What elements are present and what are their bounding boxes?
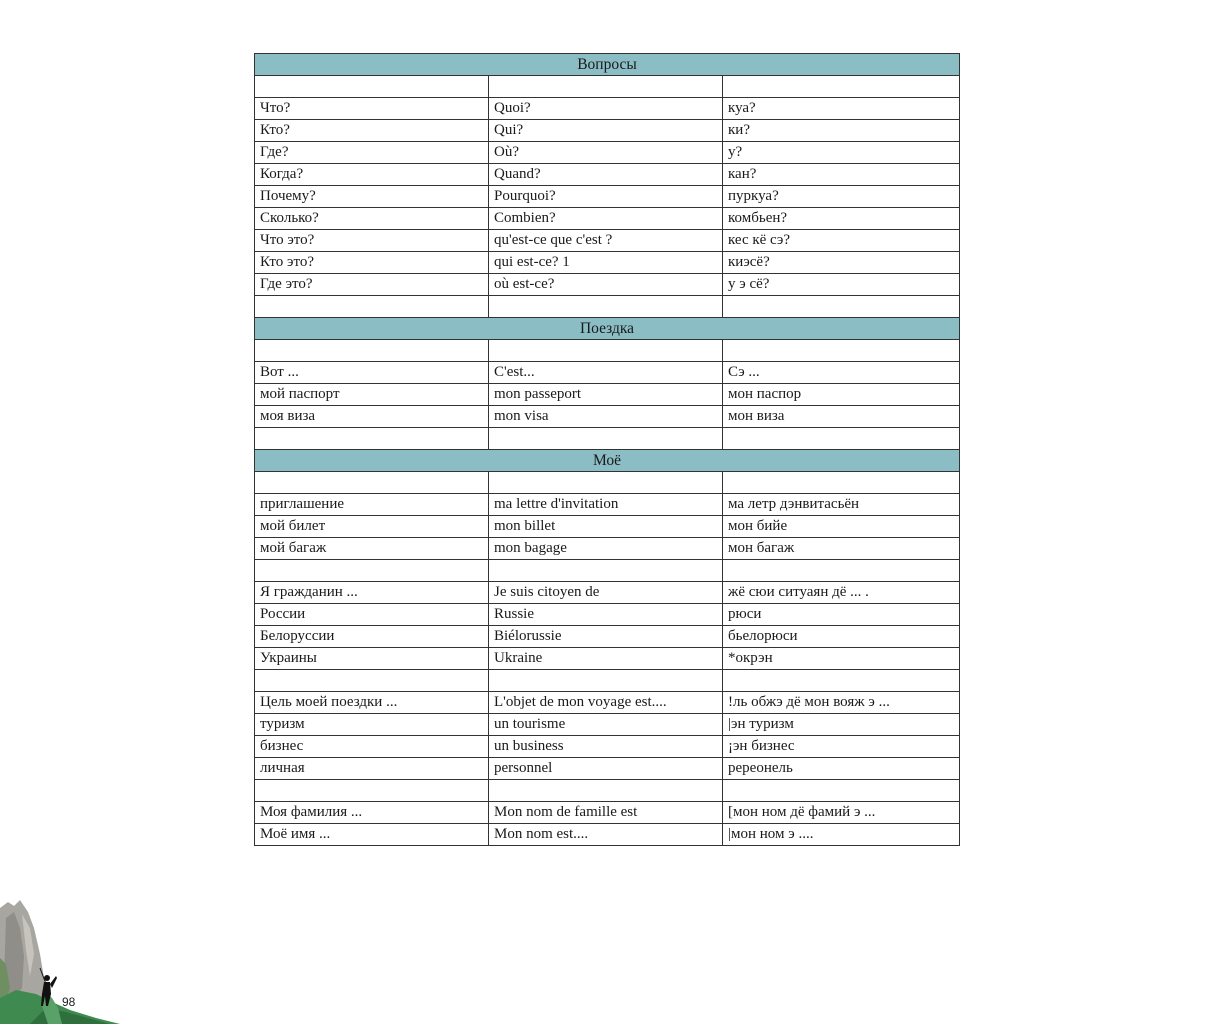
- russian-cell: [255, 780, 489, 802]
- transcription-cell: мон бийе: [723, 516, 960, 538]
- russian-cell: мой билет: [255, 516, 489, 538]
- section-header-row: [255, 54, 960, 76]
- transcription-cell: !ль обжэ дё мон вояж э ...: [723, 692, 960, 714]
- transcription-cell: мон багаж: [723, 538, 960, 560]
- table-row: [255, 494, 960, 516]
- transcription-cell: |эн туризм: [723, 714, 960, 736]
- table-row: [255, 76, 960, 98]
- table-row: [255, 428, 960, 450]
- french-cell: [489, 296, 723, 318]
- section-header-row: [255, 318, 960, 340]
- russian-cell: мой паспорт: [255, 384, 489, 406]
- french-cell: Ukraine: [489, 648, 723, 670]
- french-cell: ma lettre d'invitation: [489, 494, 723, 516]
- table-row: [255, 274, 960, 296]
- french-cell: [489, 780, 723, 802]
- russian-cell: Кто это?: [255, 252, 489, 274]
- transcription-cell: [мон ном дё фамий э ...: [723, 802, 960, 824]
- table-row: [255, 736, 960, 758]
- russian-cell: бизнес: [255, 736, 489, 758]
- transcription-cell: киэсё?: [723, 252, 960, 274]
- russian-cell: Где?: [255, 142, 489, 164]
- russian-cell: Украины: [255, 648, 489, 670]
- table-row: [255, 406, 960, 428]
- french-cell: Quoi?: [489, 98, 723, 120]
- russian-cell: [255, 472, 489, 494]
- french-cell: Combien?: [489, 208, 723, 230]
- transcription-cell: ма летр дэнвитасьён: [723, 494, 960, 516]
- transcription-cell: ререонель: [723, 758, 960, 780]
- table-row: [255, 142, 960, 164]
- russian-cell: [255, 670, 489, 692]
- french-cell: [489, 670, 723, 692]
- transcription-cell: ки?: [723, 120, 960, 142]
- russian-cell: Белоруссии: [255, 626, 489, 648]
- phrasebook-table: [254, 53, 960, 846]
- russian-cell: моя виза: [255, 406, 489, 428]
- table-row: [255, 538, 960, 560]
- table-row: [255, 164, 960, 186]
- transcription-cell: у?: [723, 142, 960, 164]
- russian-cell: Сколько?: [255, 208, 489, 230]
- transcription-cell: [723, 428, 960, 450]
- transcription-cell: комбьен?: [723, 208, 960, 230]
- section-header-row: [255, 450, 960, 472]
- french-cell: [489, 428, 723, 450]
- table-row: [255, 120, 960, 142]
- french-cell: Qui?: [489, 120, 723, 142]
- french-cell: [489, 472, 723, 494]
- transcription-cell: [723, 340, 960, 362]
- russian-cell: личная: [255, 758, 489, 780]
- french-cell: mon passeport: [489, 384, 723, 406]
- russian-cell: Цель моей поездки ...: [255, 692, 489, 714]
- french-cell: Russie: [489, 604, 723, 626]
- french-cell: un tourisme: [489, 714, 723, 736]
- russian-cell: Где это?: [255, 274, 489, 296]
- russian-cell: Вот ...: [255, 362, 489, 384]
- transcription-cell: *окрэн: [723, 648, 960, 670]
- french-cell: où est-ce?: [489, 274, 723, 296]
- french-cell: Quand?: [489, 164, 723, 186]
- transcription-cell: [723, 780, 960, 802]
- french-cell: [489, 560, 723, 582]
- transcription-cell: [723, 472, 960, 494]
- table-row: [255, 560, 960, 582]
- table-row: [255, 252, 960, 274]
- french-cell: Mon nom de famille est: [489, 802, 723, 824]
- table-row: [255, 670, 960, 692]
- table-row: [255, 758, 960, 780]
- french-cell: [489, 76, 723, 98]
- section-title: Моё: [255, 450, 960, 472]
- table-row: [255, 362, 960, 384]
- table-row: [255, 604, 960, 626]
- french-cell: mon visa: [489, 406, 723, 428]
- russian-cell: [255, 76, 489, 98]
- table-row: [255, 626, 960, 648]
- table-row: [255, 692, 960, 714]
- french-cell: mon bagage: [489, 538, 723, 560]
- russian-cell: Почему?: [255, 186, 489, 208]
- russian-cell: мой багаж: [255, 538, 489, 560]
- page-number: 98: [62, 995, 76, 1009]
- table-row: [255, 340, 960, 362]
- table-row: [255, 230, 960, 252]
- russian-cell: Моя фамилия ...: [255, 802, 489, 824]
- transcription-cell: |мон ном э ....: [723, 824, 960, 846]
- transcription-cell: [723, 560, 960, 582]
- table-row: [255, 472, 960, 494]
- french-cell: Pourquoi?: [489, 186, 723, 208]
- table-row: [255, 384, 960, 406]
- table-row: [255, 186, 960, 208]
- table-row: [255, 582, 960, 604]
- russian-cell: туризм: [255, 714, 489, 736]
- table-row: [255, 98, 960, 120]
- phrasebook-body: [255, 54, 960, 846]
- transcription-cell: [723, 670, 960, 692]
- french-cell: Je suis citoyen de: [489, 582, 723, 604]
- transcription-cell: Сэ ...: [723, 362, 960, 384]
- table-row: [255, 648, 960, 670]
- transcription-cell: [723, 296, 960, 318]
- french-cell: C'est...: [489, 362, 723, 384]
- transcription-cell: кан?: [723, 164, 960, 186]
- transcription-cell: жё сюи ситуаян дё ... .: [723, 582, 960, 604]
- section-title: Поездка: [255, 318, 960, 340]
- transcription-cell: рюси: [723, 604, 960, 626]
- russian-cell: [255, 560, 489, 582]
- table-row: [255, 516, 960, 538]
- section-title: Вопросы: [255, 54, 960, 76]
- french-cell: mon billet: [489, 516, 723, 538]
- mountain-climber-illustration: [0, 898, 120, 1024]
- table-row: [255, 780, 960, 802]
- french-cell: [489, 340, 723, 362]
- table-row: [255, 296, 960, 318]
- transcription-cell: бьелорюси: [723, 626, 960, 648]
- russian-cell: Моё имя ...: [255, 824, 489, 846]
- table-row: [255, 824, 960, 846]
- transcription-cell: кес кё сэ?: [723, 230, 960, 252]
- transcription-cell: ¡эн бизнес: [723, 736, 960, 758]
- russian-cell: России: [255, 604, 489, 626]
- russian-cell: Что это?: [255, 230, 489, 252]
- french-cell: personnel: [489, 758, 723, 780]
- french-cell: Mon nom est....: [489, 824, 723, 846]
- table-row: [255, 714, 960, 736]
- transcription-cell: мон виза: [723, 406, 960, 428]
- russian-cell: Что?: [255, 98, 489, 120]
- russian-cell: [255, 340, 489, 362]
- russian-cell: [255, 428, 489, 450]
- french-cell: qu'est-ce que c'est ?: [489, 230, 723, 252]
- transcription-cell: [723, 76, 960, 98]
- transcription-cell: куа?: [723, 98, 960, 120]
- table-row: [255, 802, 960, 824]
- table-row: [255, 208, 960, 230]
- russian-cell: приглашение: [255, 494, 489, 516]
- transcription-cell: у э сё?: [723, 274, 960, 296]
- french-cell: Biélorussie: [489, 626, 723, 648]
- french-cell: Où?: [489, 142, 723, 164]
- russian-cell: [255, 296, 489, 318]
- french-cell: L'objet de mon voyage est....: [489, 692, 723, 714]
- transcription-cell: мон паспор: [723, 384, 960, 406]
- french-cell: un business: [489, 736, 723, 758]
- russian-cell: Я гражданин ...: [255, 582, 489, 604]
- transcription-cell: пуркуа?: [723, 186, 960, 208]
- russian-cell: Кто?: [255, 120, 489, 142]
- french-cell: qui est-ce? 1: [489, 252, 723, 274]
- russian-cell: Когда?: [255, 164, 489, 186]
